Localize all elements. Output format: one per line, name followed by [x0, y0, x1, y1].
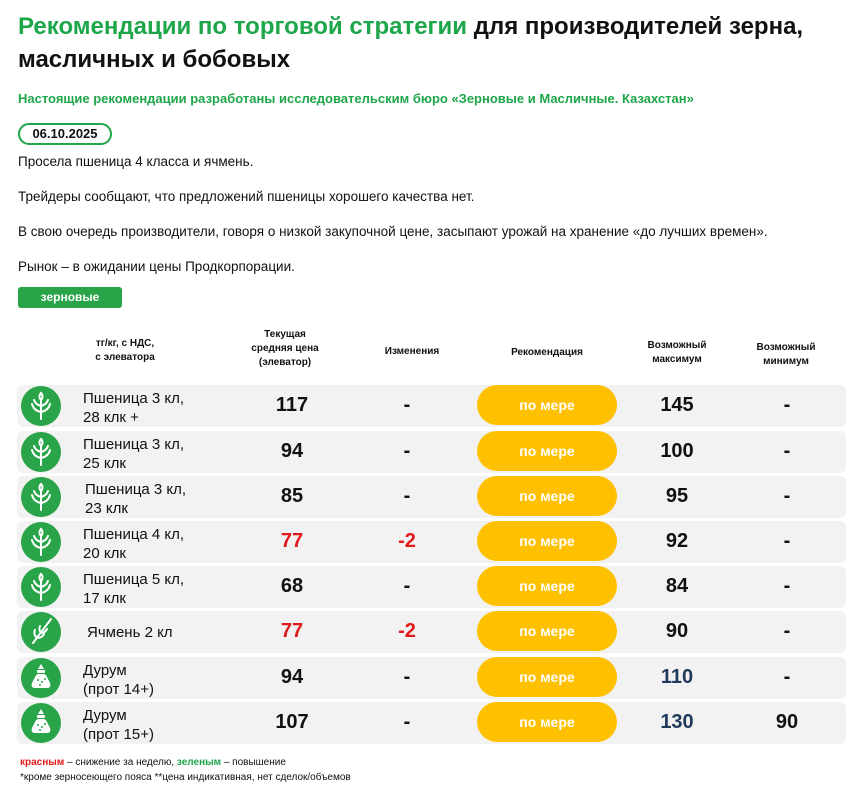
- possible-min: -: [783, 575, 791, 597]
- header-unit-line1: тг/кг, с НДС,: [95, 338, 155, 349]
- price-change: -2: [398, 530, 416, 552]
- header-unit-line2: с элеватора: [95, 352, 155, 363]
- current-price: 94: [280, 440, 304, 462]
- header-min-line1: Возможный: [756, 342, 816, 353]
- header-price-line2: средняя цена: [251, 343, 319, 354]
- legend-red-text: – снижение за неделю,: [64, 757, 177, 768]
- product-name: [85, 480, 186, 518]
- product-name: [83, 706, 154, 744]
- title-highlight: Рекомендации по торговой стратегии: [18, 13, 468, 40]
- note-3: В свою очередь производители, говоря о низкой закупочной цене, засыпают урожай на хранение «до лучших времен».: [18, 224, 768, 239]
- possible-min: -: [783, 485, 791, 507]
- possible-max: 84: [665, 575, 689, 597]
- product-name: [83, 435, 184, 473]
- table-row: [17, 476, 846, 518]
- current-price: 94: [280, 666, 304, 688]
- recommendation-badge: по мере: [477, 385, 617, 425]
- current-price: 68: [280, 575, 304, 597]
- product-name-line1: Пшеница 3 кл,: [83, 390, 185, 407]
- current-price: 77: [280, 530, 304, 552]
- note-4: Рынок – в ожидании цены Продкорпорации.: [18, 259, 295, 274]
- footnote: *кроме зерносеющего пояса **цена индикативная, нет сделок/объемов: [20, 772, 351, 783]
- current-price: 117: [275, 394, 309, 416]
- legend-green-text: – повышение: [221, 757, 286, 768]
- table-row: [17, 431, 846, 473]
- possible-min: -: [783, 530, 791, 552]
- grain-sack-icon: [21, 703, 61, 743]
- possible-min: -: [783, 440, 791, 462]
- recommendation-badge: по мере: [477, 521, 617, 561]
- table-row: [17, 385, 846, 427]
- possible-min: -: [783, 666, 791, 688]
- product-name-line1: Дурум: [83, 662, 127, 679]
- product-name: [87, 623, 173, 642]
- price-change: -2: [398, 620, 416, 642]
- header-max-line2: максимум: [652, 354, 702, 365]
- header-min-line2: минимум: [763, 356, 809, 367]
- product-name: [83, 525, 184, 563]
- legend-red-word: красным: [20, 757, 65, 768]
- current-price: 107: [275, 711, 309, 733]
- possible-max: 95: [665, 485, 689, 507]
- product-name-line2: (прот 14+): [83, 681, 154, 698]
- barley-icon: [21, 612, 61, 652]
- current-price: 77: [280, 620, 304, 642]
- header-price-line1: Текущая: [264, 329, 306, 340]
- recommendation-badge: по мере: [477, 657, 617, 697]
- possible-max: 100: [660, 440, 694, 462]
- product-name-line1: Пшеница 3 кл,: [85, 481, 187, 498]
- header-max: [622, 339, 732, 367]
- possible-min: -: [783, 620, 791, 642]
- possible-min: -: [783, 394, 791, 416]
- product-name-line1: Пшеница 3 кл,: [83, 436, 185, 453]
- header-min: [731, 341, 841, 369]
- current-price: 85: [280, 485, 304, 507]
- product-name-line1: Дурум: [83, 707, 127, 724]
- wheat-icon: [21, 567, 61, 607]
- title-rest: для производителей зерна, масличных и бобовых: [18, 13, 804, 73]
- note-2: Трейдеры сообщают, что предложений пшеницы хорошего качества нет.: [18, 189, 475, 204]
- possible-max: 145: [660, 394, 694, 416]
- header-price-line3: (элеватор): [258, 357, 312, 368]
- product-name: [83, 570, 184, 608]
- product-name-line1: Пшеница 4 кл,: [83, 526, 185, 543]
- product-name-line2: 17 клк: [83, 590, 126, 607]
- category-badge: зерновые: [18, 287, 122, 308]
- wheat-icon: [21, 522, 61, 562]
- header-change: Изменения: [384, 346, 440, 357]
- header-unit: [70, 337, 180, 365]
- table-row: [17, 566, 846, 608]
- header-price: [230, 328, 340, 370]
- date-badge: 06.10.2025: [18, 123, 112, 145]
- price-change: -: [403, 440, 411, 462]
- table-row: [17, 657, 846, 699]
- grain-sack-icon: [21, 658, 61, 698]
- note-1: Просела пшеница 4 класса и ячмень.: [18, 154, 254, 169]
- possible-min: 90: [775, 711, 799, 733]
- possible-max: 110: [660, 666, 694, 688]
- wheat-icon: [21, 477, 61, 517]
- product-name-line1: Пшеница 5 кл,: [83, 571, 185, 588]
- table-row: [17, 521, 846, 563]
- price-change: -: [403, 485, 411, 507]
- wheat-icon: [21, 386, 61, 426]
- possible-max: 130: [660, 711, 694, 733]
- product-name-line2: 28 клк +: [83, 409, 139, 426]
- product-name-line2: (прот 15+): [83, 726, 154, 743]
- product-name-line1: Ячмень 2 кл: [87, 624, 173, 641]
- possible-max: 92: [665, 530, 689, 552]
- recommendation-badge: по мере: [477, 431, 617, 471]
- possible-max: 90: [665, 620, 689, 642]
- header-recommendation: Рекомендация: [511, 347, 583, 358]
- table-row: [17, 611, 846, 653]
- wheat-icon: [21, 432, 61, 472]
- product-name-line2: 20 клк: [83, 545, 126, 562]
- price-change: -: [403, 575, 411, 597]
- price-change: -: [403, 394, 411, 416]
- product-name: [83, 389, 184, 427]
- product-name-line2: 25 клк: [83, 455, 126, 472]
- price-change: -: [403, 711, 411, 733]
- product-name: [83, 661, 154, 699]
- price-change: -: [403, 666, 411, 688]
- legend-green-word: зеленым: [176, 757, 222, 768]
- recommendation-badge: по мере: [477, 611, 617, 651]
- recommendation-badge: по мере: [477, 476, 617, 516]
- page-title: [18, 10, 848, 76]
- header-max-line1: Возможный: [647, 340, 707, 351]
- recommendation-badge: по мере: [477, 702, 617, 742]
- product-name-line2: 23 клк: [85, 500, 128, 517]
- color-legend: [20, 757, 286, 768]
- table-row: [17, 702, 846, 744]
- recommendation-badge: по мере: [477, 566, 617, 606]
- subtitle: Настоящие рекомендации разработаны исследовательским бюро «Зерновые и Масличные. Казахстан»: [18, 91, 694, 106]
